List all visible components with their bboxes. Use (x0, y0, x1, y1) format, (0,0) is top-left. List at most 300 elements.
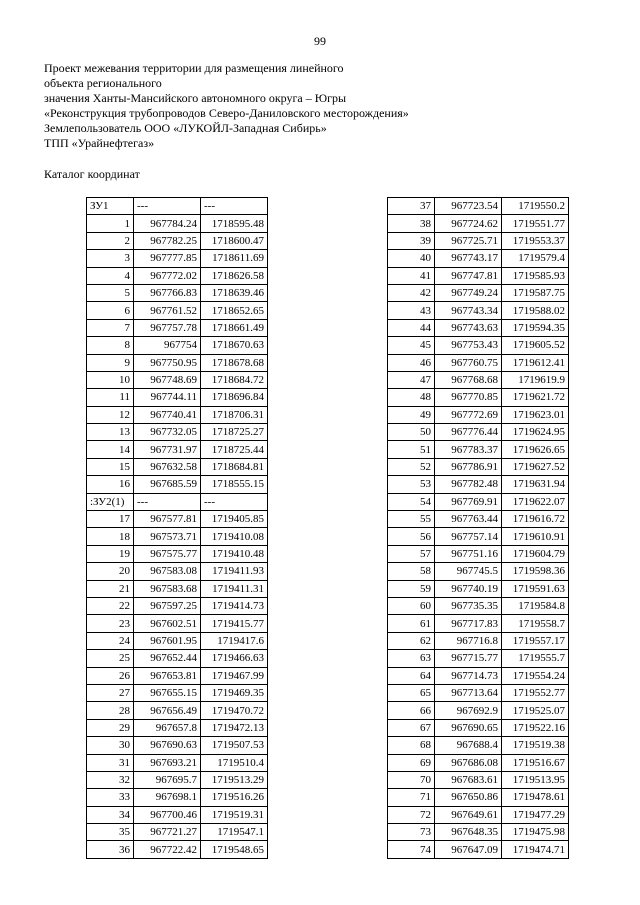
table-row (87, 597, 268, 614)
x-coordinate-cell: 967777.85 (134, 250, 201, 267)
x-coordinate-cell: 967724.62 (435, 215, 502, 232)
point-number-cell: 35 (87, 824, 134, 841)
x-coordinate-cell: 967782.25 (134, 232, 201, 249)
point-number-cell: 20 (87, 563, 134, 580)
x-coordinate-cell: 967647.09 (435, 841, 502, 858)
point-number-cell: 53 (388, 476, 435, 493)
x-coordinate-cell: 967763.44 (435, 511, 502, 528)
table-row (87, 458, 268, 475)
point-number-cell: 24 (87, 632, 134, 649)
table-row (87, 528, 268, 545)
point-number-cell: 5 (87, 284, 134, 301)
x-coordinate-cell: 967735.35 (435, 597, 502, 614)
y-coordinate-cell: 1718555.15 (201, 476, 268, 493)
table-row (388, 789, 569, 806)
table-row (388, 406, 569, 423)
y-coordinate-cell: 1719415.77 (201, 615, 268, 632)
y-coordinate-cell: 1719594.35 (502, 319, 569, 336)
table-row (388, 337, 569, 354)
y-coordinate-cell: 1719411.31 (201, 580, 268, 597)
point-number-cell: 22 (87, 597, 134, 614)
table-row (388, 302, 569, 319)
y-coordinate-cell: 1719585.93 (502, 267, 569, 284)
point-number-cell: 17 (87, 511, 134, 528)
table-row (87, 824, 268, 841)
y-coordinate-cell: 1719626.65 (502, 441, 569, 458)
x-coordinate-cell: 967700.46 (134, 806, 201, 823)
y-coordinate-cell: 1719470.72 (201, 702, 268, 719)
y-coordinate-cell: 1719616.72 (502, 511, 569, 528)
point-number-cell: 68 (388, 737, 435, 754)
x-coordinate-cell: 967573.71 (134, 528, 201, 545)
x-coordinate-cell: 967583.08 (134, 563, 201, 580)
x-coordinate-cell: 967783.37 (435, 441, 502, 458)
table-row (388, 702, 569, 719)
table-row (87, 389, 268, 406)
x-coordinate-cell: 967690.63 (134, 737, 201, 754)
point-number-cell: 50 (388, 424, 435, 441)
x-coordinate-cell: 967743.17 (435, 250, 502, 267)
table-row (87, 789, 268, 806)
x-coordinate-cell: 967784.24 (134, 215, 201, 232)
y-coordinate-cell: 1719475.98 (502, 824, 569, 841)
x-coordinate-cell: 967776.44 (435, 424, 502, 441)
point-number-cell: 73 (388, 824, 435, 841)
point-number-cell: 46 (388, 354, 435, 371)
x-coordinate-cell: 967748.69 (134, 371, 201, 388)
table-row (87, 545, 268, 562)
x-coordinate-cell: 967652.44 (134, 650, 201, 667)
point-number-cell: 27 (87, 684, 134, 701)
table-row (87, 719, 268, 736)
x-coordinate-cell: 967740.19 (435, 580, 502, 597)
y-coordinate-cell: 1719548.65 (201, 841, 268, 858)
x-coordinate-cell: 967575.77 (134, 545, 201, 562)
point-number-cell: 59 (388, 580, 435, 597)
x-coordinate-cell: 967713.64 (435, 684, 502, 701)
y-coordinate-cell: 1719550.2 (502, 198, 569, 215)
x-coordinate-cell: 967731.97 (134, 441, 201, 458)
y-coordinate-cell: 1718678.68 (201, 354, 268, 371)
x-coordinate-cell: 967750.95 (134, 354, 201, 371)
y-coordinate-cell: 1719519.38 (502, 737, 569, 754)
x-coordinate-cell: 967597.25 (134, 597, 201, 614)
y-coordinate-cell: 1719472.13 (201, 719, 268, 736)
y-coordinate-cell: 1719507.53 (201, 737, 268, 754)
y-coordinate-cell: 1719605.52 (502, 337, 569, 354)
point-number-cell: 8 (87, 337, 134, 354)
coordinates-table-left (86, 197, 268, 859)
table-row (87, 250, 268, 267)
point-number-cell: 23 (87, 615, 134, 632)
y-coordinate-cell: 1719622.07 (502, 493, 569, 510)
x-coordinate-cell: 967772.69 (435, 406, 502, 423)
table-row (388, 545, 569, 562)
table-row (388, 389, 569, 406)
y-coordinate-cell: 1719469.35 (201, 684, 268, 701)
table-row (87, 563, 268, 580)
y-coordinate-cell: 1718595.48 (201, 215, 268, 232)
x-coordinate-cell: 967722.42 (134, 841, 201, 858)
coordinates-table-right (387, 197, 569, 859)
y-coordinate-cell: 1719513.29 (201, 771, 268, 788)
point-number-cell: 25 (87, 650, 134, 667)
table-row (388, 650, 569, 667)
y-coordinate-cell: 1719410.48 (201, 545, 268, 562)
table-row (87, 302, 268, 319)
table-row (87, 354, 268, 371)
table-row (87, 684, 268, 701)
point-number-cell: 66 (388, 702, 435, 719)
point-number-cell: 7 (87, 319, 134, 336)
x-coordinate-cell: 967772.02 (134, 267, 201, 284)
y-coordinate-cell: 1719516.67 (502, 754, 569, 771)
table-row (87, 441, 268, 458)
point-number-cell: 72 (388, 806, 435, 823)
x-coordinate-cell: 967657.8 (134, 719, 201, 736)
x-coordinate-cell: 967577.81 (134, 511, 201, 528)
table-row (388, 597, 569, 614)
table-row (388, 493, 569, 510)
y-coordinate-cell: 1719466.63 (201, 650, 268, 667)
y-coordinate-cell: 1719588.02 (502, 302, 569, 319)
x-coordinate-cell: 967757.14 (435, 528, 502, 545)
x-coordinate-cell: 967650.86 (435, 789, 502, 806)
table-row (87, 511, 268, 528)
point-number-cell: 37 (388, 198, 435, 215)
y-coordinate-cell: 1719411.93 (201, 563, 268, 580)
table-row (87, 215, 268, 232)
table-row (388, 580, 569, 597)
point-number-cell: 3 (87, 250, 134, 267)
point-number-cell: 51 (388, 441, 435, 458)
y-coordinate-cell: 1719410.08 (201, 528, 268, 545)
y-coordinate-cell: 1718696.84 (201, 389, 268, 406)
table-row (87, 580, 268, 597)
x-coordinate-cell: 967693.21 (134, 754, 201, 771)
point-number-cell: 33 (87, 789, 134, 806)
header-line: значения Ханты-Мансийского автономного округа – Югры (44, 91, 347, 105)
x-coordinate-cell: 967692.9 (435, 702, 502, 719)
table-row (87, 232, 268, 249)
y-coordinate-cell: 1719519.31 (201, 806, 268, 823)
x-coordinate-cell: 967649.61 (435, 806, 502, 823)
point-number-cell: 48 (388, 389, 435, 406)
point-number-cell: 49 (388, 406, 435, 423)
table-row (87, 337, 268, 354)
point-number-cell: 9 (87, 354, 134, 371)
x-coordinate-cell: 967653.81 (134, 667, 201, 684)
x-coordinate-cell: 967583.68 (134, 580, 201, 597)
table-row (87, 424, 268, 441)
x-coordinate-cell: 967695.7 (134, 771, 201, 788)
y-coordinate-cell: 1719624.95 (502, 424, 569, 441)
table-row (388, 232, 569, 249)
y-coordinate-cell: 1719478.61 (502, 789, 569, 806)
point-number-cell: 12 (87, 406, 134, 423)
point-number-cell: 21 (87, 580, 134, 597)
point-number-cell: 70 (388, 771, 435, 788)
x-coordinate-cell: 967754 (134, 337, 201, 354)
x-coordinate-cell: 967648.35 (435, 824, 502, 841)
table-row (388, 667, 569, 684)
point-number-cell: 31 (87, 754, 134, 771)
y-coordinate-cell: 1719610.91 (502, 528, 569, 545)
y-coordinate-cell: 1718626.58 (201, 267, 268, 284)
y-coordinate-cell: 1719558.7 (502, 615, 569, 632)
y-coordinate-cell: 1718725.27 (201, 424, 268, 441)
table-row (87, 406, 268, 423)
x-coordinate-cell: 967655.15 (134, 684, 201, 701)
table-row (388, 737, 569, 754)
point-number-cell: 38 (388, 215, 435, 232)
x-coordinate-cell: 967686.08 (435, 754, 502, 771)
y-coordinate-cell: 1718639.46 (201, 284, 268, 301)
table-row (388, 615, 569, 632)
table-row (388, 824, 569, 841)
point-number-cell: 42 (388, 284, 435, 301)
y-coordinate-cell: 1719467.99 (201, 667, 268, 684)
table-row (87, 493, 268, 510)
x-coordinate-cell: 967725.71 (435, 232, 502, 249)
section-label-cell: ЗУ1 (87, 198, 134, 215)
table-row (388, 319, 569, 336)
y-coordinate-cell: 1719477.29 (502, 806, 569, 823)
table-row (87, 267, 268, 284)
x-coordinate-cell: 967740.41 (134, 406, 201, 423)
x-coordinate-cell: 967743.34 (435, 302, 502, 319)
table-row (87, 841, 268, 858)
y-coordinate-cell: 1719555.7 (502, 650, 569, 667)
table-row (87, 754, 268, 771)
table-row (388, 563, 569, 580)
x-coordinate-cell: 967766.83 (134, 284, 201, 301)
x-coordinate-cell: 967723.54 (435, 198, 502, 215)
table-row (388, 841, 569, 858)
y-coordinate-cell: 1718670.63 (201, 337, 268, 354)
point-number-cell: 55 (388, 511, 435, 528)
point-number-cell: 40 (388, 250, 435, 267)
x-coordinate-cell: 967757.78 (134, 319, 201, 336)
y-coordinate-cell: 1719598.36 (502, 563, 569, 580)
table-row (388, 198, 569, 215)
point-number-cell: 61 (388, 615, 435, 632)
y-coordinate-cell: 1719621.72 (502, 389, 569, 406)
y-coordinate-cell: 1719627.52 (502, 458, 569, 475)
y-coordinate-cell: 1719579.4 (502, 250, 569, 267)
y-coordinate-cell: 1719525.07 (502, 702, 569, 719)
table-row (388, 458, 569, 475)
section-label-cell: :ЗУ2(1) (87, 493, 134, 510)
point-number-cell: 32 (87, 771, 134, 788)
x-coordinate-cell: 967745.5 (435, 563, 502, 580)
x-coordinate-cell: 967721.27 (134, 824, 201, 841)
table-row (87, 476, 268, 493)
table-row (87, 371, 268, 388)
y-coordinate-cell: 1719553.37 (502, 232, 569, 249)
x-coordinate-cell: --- (134, 198, 201, 215)
point-number-cell: 4 (87, 267, 134, 284)
table-row (87, 650, 268, 667)
y-coordinate-cell: 1719591.63 (502, 580, 569, 597)
x-coordinate-cell: 967782.48 (435, 476, 502, 493)
x-coordinate-cell: 967743.63 (435, 319, 502, 336)
point-number-cell: 45 (388, 337, 435, 354)
point-number-cell: 54 (388, 493, 435, 510)
x-coordinate-cell: 967751.16 (435, 545, 502, 562)
x-coordinate-cell: 967690.65 (435, 719, 502, 736)
table-row (388, 371, 569, 388)
y-coordinate-cell: 1718725.44 (201, 441, 268, 458)
y-coordinate-cell: 1719474.71 (502, 841, 569, 858)
table-row (388, 632, 569, 649)
y-coordinate-cell: 1719557.17 (502, 632, 569, 649)
y-coordinate-cell: 1719513.95 (502, 771, 569, 788)
point-number-cell: 34 (87, 806, 134, 823)
y-coordinate-cell: --- (201, 493, 268, 510)
y-coordinate-cell: 1719522.16 (502, 719, 569, 736)
x-coordinate-cell: 967769.91 (435, 493, 502, 510)
table-row (87, 632, 268, 649)
table-row (388, 250, 569, 267)
y-coordinate-cell: 1718684.72 (201, 371, 268, 388)
point-number-cell: 44 (388, 319, 435, 336)
point-number-cell: 71 (388, 789, 435, 806)
point-number-cell: 74 (388, 841, 435, 858)
y-coordinate-cell: 1719604.79 (502, 545, 569, 562)
table-row (388, 354, 569, 371)
x-coordinate-cell: 967656.49 (134, 702, 201, 719)
point-number-cell: 18 (87, 528, 134, 545)
point-number-cell: 58 (388, 563, 435, 580)
table-row (388, 215, 569, 232)
y-coordinate-cell: 1719552.77 (502, 684, 569, 701)
y-coordinate-cell: 1719623.01 (502, 406, 569, 423)
x-coordinate-cell: 967632.58 (134, 458, 201, 475)
point-number-cell: 1 (87, 215, 134, 232)
point-number-cell: 60 (388, 597, 435, 614)
y-coordinate-cell: 1719619.9 (502, 371, 569, 388)
point-number-cell: 11 (87, 389, 134, 406)
catalog-title: Каталог координат (44, 167, 140, 181)
point-number-cell: 56 (388, 528, 435, 545)
header-line: Землепользователь ООО «ЛУКОЙЛ-Западная Сибирь» (44, 121, 327, 135)
x-coordinate-cell: 967602.51 (134, 615, 201, 632)
table-row (388, 424, 569, 441)
y-coordinate-cell: 1719587.75 (502, 284, 569, 301)
x-coordinate-cell: 967768.68 (435, 371, 502, 388)
point-number-cell: 52 (388, 458, 435, 475)
point-number-cell: 39 (388, 232, 435, 249)
table-row (388, 476, 569, 493)
table-row (87, 737, 268, 754)
x-coordinate-cell: 967749.24 (435, 284, 502, 301)
x-coordinate-cell: 967753.43 (435, 337, 502, 354)
point-number-cell: 28 (87, 702, 134, 719)
table-row (388, 684, 569, 701)
x-coordinate-cell: 967683.61 (435, 771, 502, 788)
point-number-cell: 65 (388, 684, 435, 701)
y-coordinate-cell: 1719554.24 (502, 667, 569, 684)
point-number-cell: 13 (87, 424, 134, 441)
x-coordinate-cell: 967760.75 (435, 354, 502, 371)
table-row (388, 771, 569, 788)
table-row (388, 511, 569, 528)
point-number-cell: 69 (388, 754, 435, 771)
table-row (87, 198, 268, 215)
x-coordinate-cell: 967732.05 (134, 424, 201, 441)
x-coordinate-cell: 967698.1 (134, 789, 201, 806)
y-coordinate-cell: 1718661.49 (201, 319, 268, 336)
header-line: «Реконструкция трубопроводов Северо-Даниловского месторождения» (44, 106, 409, 120)
y-coordinate-cell: 1719612.41 (502, 354, 569, 371)
point-number-cell: 41 (388, 267, 435, 284)
point-number-cell: 67 (388, 719, 435, 736)
table-row (87, 615, 268, 632)
x-coordinate-cell: --- (134, 493, 201, 510)
table-row (87, 702, 268, 719)
point-number-cell: 63 (388, 650, 435, 667)
header-line: Проект межевания территории для размещения линейного (44, 61, 344, 75)
x-coordinate-cell: 967688.4 (435, 737, 502, 754)
table-row (87, 284, 268, 301)
x-coordinate-cell: 967714.73 (435, 667, 502, 684)
x-coordinate-cell: 967717.83 (435, 615, 502, 632)
table-row (388, 267, 569, 284)
point-number-cell: 62 (388, 632, 435, 649)
table-row (388, 754, 569, 771)
table-row (388, 441, 569, 458)
table-row (388, 719, 569, 736)
y-coordinate-cell: 1718684.81 (201, 458, 268, 475)
point-number-cell: 47 (388, 371, 435, 388)
y-coordinate-cell: 1719584.8 (502, 597, 569, 614)
table-row (87, 806, 268, 823)
table-row (388, 806, 569, 823)
y-coordinate-cell: 1719405.85 (201, 511, 268, 528)
point-number-cell: 16 (87, 476, 134, 493)
x-coordinate-cell: 967715.77 (435, 650, 502, 667)
table-row (87, 319, 268, 336)
y-coordinate-cell: 1719516.26 (201, 789, 268, 806)
point-number-cell: 64 (388, 667, 435, 684)
y-coordinate-cell: 1719547.1 (201, 824, 268, 841)
y-coordinate-cell: 1718600.47 (201, 232, 268, 249)
y-coordinate-cell: 1718706.31 (201, 406, 268, 423)
point-number-cell: 57 (388, 545, 435, 562)
point-number-cell: 19 (87, 545, 134, 562)
point-number-cell: 43 (388, 302, 435, 319)
point-number-cell: 6 (87, 302, 134, 319)
y-coordinate-cell: 1719414.73 (201, 597, 268, 614)
table-row (87, 667, 268, 684)
x-coordinate-cell: 967770.85 (435, 389, 502, 406)
x-coordinate-cell: 967685.59 (134, 476, 201, 493)
x-coordinate-cell: 967744.11 (134, 389, 201, 406)
header-line: ТПП «Урайнефтегаз» (44, 136, 155, 150)
point-number-cell: 26 (87, 667, 134, 684)
point-number-cell: 36 (87, 841, 134, 858)
table-row (87, 771, 268, 788)
y-coordinate-cell: --- (201, 198, 268, 215)
table-row (388, 528, 569, 545)
point-number-cell: 2 (87, 232, 134, 249)
x-coordinate-cell: 967761.52 (134, 302, 201, 319)
x-coordinate-cell: 967601.95 (134, 632, 201, 649)
table-row (388, 284, 569, 301)
point-number-cell: 10 (87, 371, 134, 388)
y-coordinate-cell: 1719631.94 (502, 476, 569, 493)
